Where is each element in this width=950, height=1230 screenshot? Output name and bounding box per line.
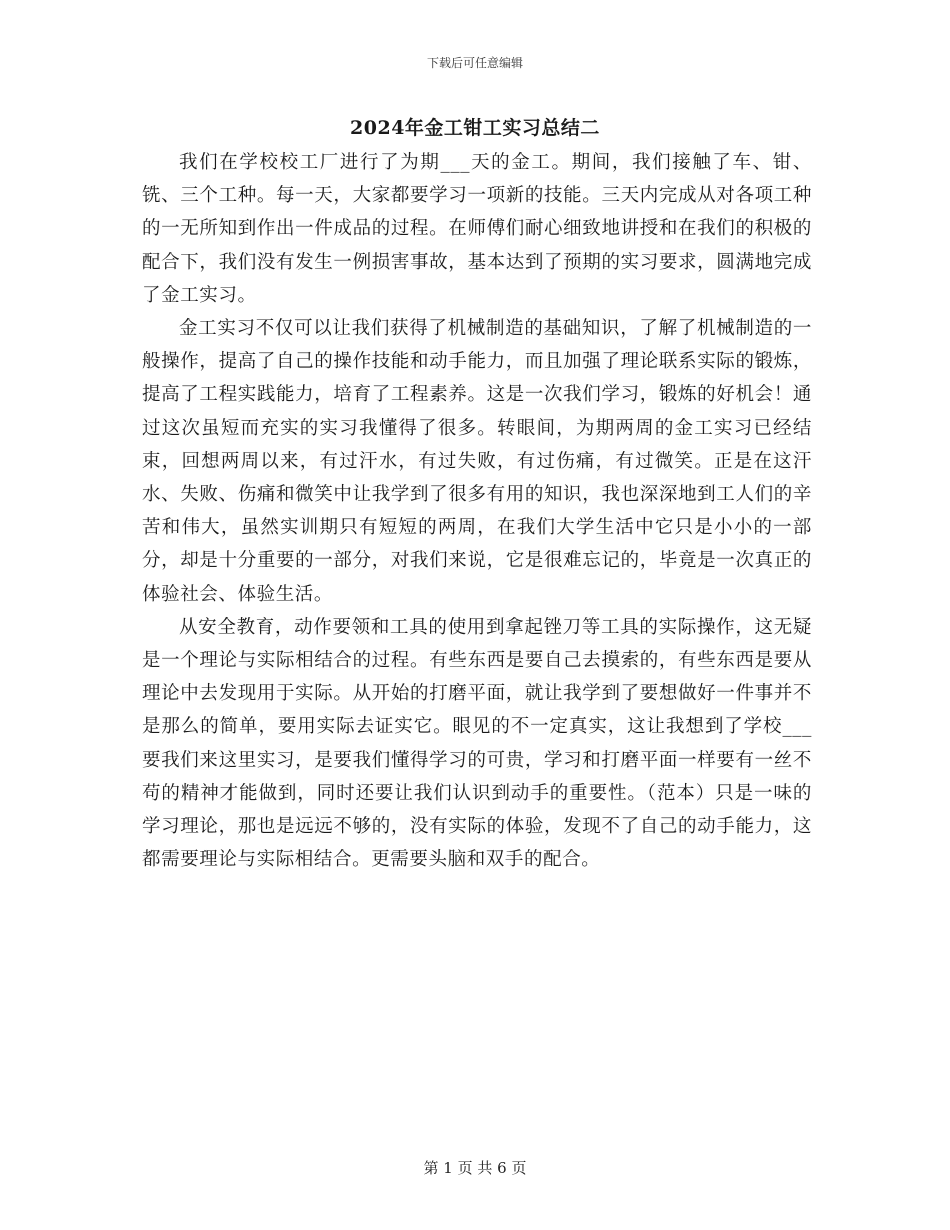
paragraph-1: 我们在学校校工厂进行了为期___天的金工。期间，我们接触了车、钳、铣、三个工种。每一天，大家都要学习一项新的技能。三天内完成从对各项工种的一无所知到作出一件成品的过程。在师傅们耐心细致地讲授和在我们的积极的配合下，我们没有发生一例损害事故，基本达到了预期的实习要求，圆满地完成了金工实习。	[142, 152, 812, 306]
page-number: 第 1 页 共 6 页	[423, 1159, 527, 1177]
document-body	[142, 146, 812, 876]
paragraph-2: 金工实习不仅可以让我们获得了机械制造的基础知识，了解了机械制造的一般操作，提高了自己的操作技能和动手能力，而且加强了理论联系实际的锻炼，提高了工程实践能力，培育了工程素养。这是一次我们学习，锻炼的好机会！通过这次虽短而充实的实习我懂得了很多。转眼间，为期两周的金工实习已经结束，回想两周以来，有过汗水，有过失败，有过伤痛，有过微笑。正是在这汗水、失败、伤痛和微笑中让我学到了很多有用的知识，我也深深地到工人们的辛苦和伟大，虽然实训期只有短短的两周，在我们大学生活中它只是小小的一部分，却是十分重要的一部分，对我们来说，它是很难忘记的，毕竟是一次真正的体验社会、体验生活。	[142, 318, 812, 605]
document-title: 2024年金工钳工实习总结二	[350, 117, 600, 139]
paragraph-3: 从安全教育，动作要领和工具的使用到拿起锉刀等工具的实际操作，这无疑是一个理论与实际相结合的过程。有些东西是要自己去摸索的，有些东西是要从理论中去发现用于实际。从开始的打磨平面，就让我学到了要想做好一件事并不是那么的简单，要用实际去证实它。眼见的不一定真实，这让我想到了学校___要我们来这里实习，是要我们懂得学习的可贵，学习和打磨平面一样要有一丝不苟的精神才能做到，同时还要让我们认识到动手的重要性。（范本）只是一味的学习理论，那也是远远不够的，没有实际的体验，发现不了自己的动手能力，这都需要理论与实际相结合。更需要头脑和双手的配合。	[142, 616, 812, 871]
header-note: 下载后可任意编辑	[426, 56, 523, 70]
